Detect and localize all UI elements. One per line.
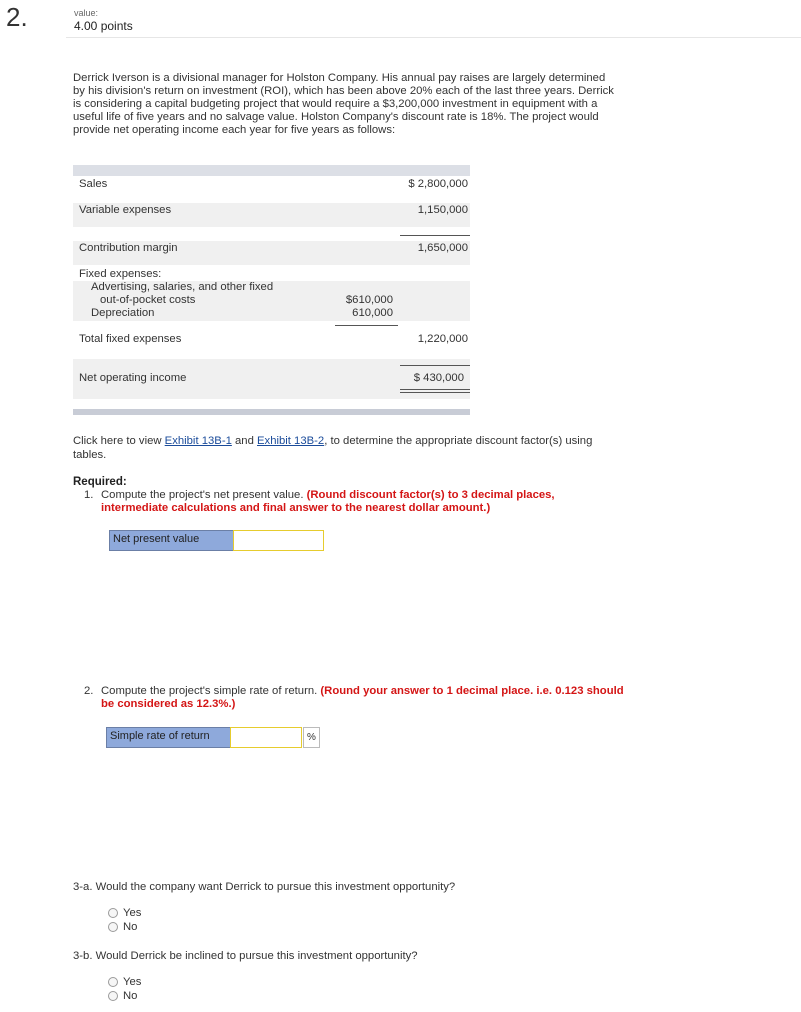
table-header-band	[73, 165, 470, 176]
total-fixed-expenses-label: Total fixed expenses	[79, 333, 182, 345]
net-operating-income-label: Net operating income	[79, 372, 187, 384]
sales-label: Sales	[79, 178, 108, 190]
underline	[400, 365, 470, 366]
question-1	[84, 489, 614, 515]
npv-field-label: Net present value	[109, 530, 234, 551]
question-1-instruction: (Round discount factor(s) to 3 decimal places, intermediate calculations and final answer to the nearest dollar amount.)	[101, 489, 555, 514]
question-3b-text: 3-b. Would Derrick be inclined to pursue this investment opportunity?	[73, 950, 418, 962]
required-heading: Required:	[73, 476, 127, 488]
radio-button-icon[interactable]	[108, 991, 118, 1001]
total-fixed-expenses-value: 1,220,000	[417, 333, 468, 345]
question-2-text: Compute the project's simple rate of return.	[101, 685, 321, 697]
header-divider	[66, 37, 801, 38]
advertising-label-line1: Advertising, salaries, and other fixed	[91, 281, 274, 293]
percent-unit: %	[303, 727, 320, 748]
question-2	[84, 685, 624, 711]
q3b-option-yes[interactable]	[108, 976, 141, 988]
question-3a-text: 3-a. Would the company want Derrick to pursue this investment opportunity?	[73, 881, 456, 893]
exhibit-prefix: Click here to view	[73, 435, 165, 447]
question-2-number: 2.	[84, 685, 94, 697]
q3a-no-label: No	[123, 921, 138, 933]
sales-value: $ 2,800,000	[408, 178, 468, 190]
q3b-yes-label: Yes	[123, 976, 142, 988]
exhibit-13b-1-link[interactable]: Exhibit 13B-1	[164, 435, 232, 447]
q3a-option-yes[interactable]	[108, 907, 141, 919]
simple-rate-field-label: Simple rate of return	[106, 727, 231, 748]
q3b-no-label: No	[123, 990, 138, 1002]
question-1-text-block	[84, 489, 614, 515]
underline	[335, 325, 398, 326]
radio-button-icon[interactable]	[108, 908, 118, 918]
q3b-option-no[interactable]	[108, 990, 137, 1002]
underline	[400, 235, 470, 236]
fixed-expenses-label: Fixed expenses:	[79, 268, 162, 280]
contribution-margin-value: 1,650,000	[417, 242, 468, 254]
q3a-yes-label: Yes	[123, 907, 142, 919]
q3a-option-no[interactable]	[108, 921, 137, 933]
problem-description: Derrick Iverson is a divisional manager for Holston Company. His annual pay raises are largely determined by his division's return on investment (ROI), which has been above 20% each of the last three years. Derrick is considering a capital budgeting project that would require a $3,200,000 investment in equipment with a useful life of five years and no salvage value. Holston Company's discount rate is 18%. The project would provide net operating income each year for five years as follows:	[73, 72, 614, 136]
exhibit-13b-2-link[interactable]: Exhibit 13B-2	[257, 435, 325, 447]
radio-button-icon[interactable]	[108, 977, 118, 987]
variable-expenses-value: 1,150,000	[417, 204, 468, 216]
advertising-value: $610,000	[345, 294, 393, 306]
points-value: 4.00 points	[74, 19, 133, 33]
table-footer-band	[73, 409, 470, 415]
variable-expenses-label: Variable expenses	[79, 204, 172, 216]
question-number: 2.	[6, 2, 28, 32]
question-1-number: 1.	[84, 489, 94, 501]
question-2-instruction: (Round your answer to 1 decimal place. i.e. 0.123 should be considered as 12.3%.)	[101, 685, 624, 710]
double-underline-top	[400, 389, 470, 390]
advertising-label-line2: out-of-pocket costs	[100, 294, 196, 306]
question-1-text: Compute the project's net present value.	[101, 489, 307, 501]
value-label: value:	[74, 8, 99, 18]
net-operating-income-value: $ 430,000	[413, 372, 464, 384]
exhibit-middle: and	[231, 435, 258, 447]
question-2-text-block	[84, 685, 624, 711]
simple-rate-input[interactable]	[230, 727, 302, 748]
double-underline-bottom	[400, 392, 470, 393]
npv-input[interactable]	[233, 530, 324, 551]
depreciation-label: Depreciation	[91, 307, 155, 319]
contribution-margin-label: Contribution margin	[79, 242, 178, 254]
exhibit-instructions	[73, 434, 618, 462]
exhibit-suffix: , to determine the appropriate discount factor(s) using tables.	[73, 435, 593, 461]
depreciation-value: 610,000	[352, 307, 393, 319]
radio-button-icon[interactable]	[108, 922, 118, 932]
